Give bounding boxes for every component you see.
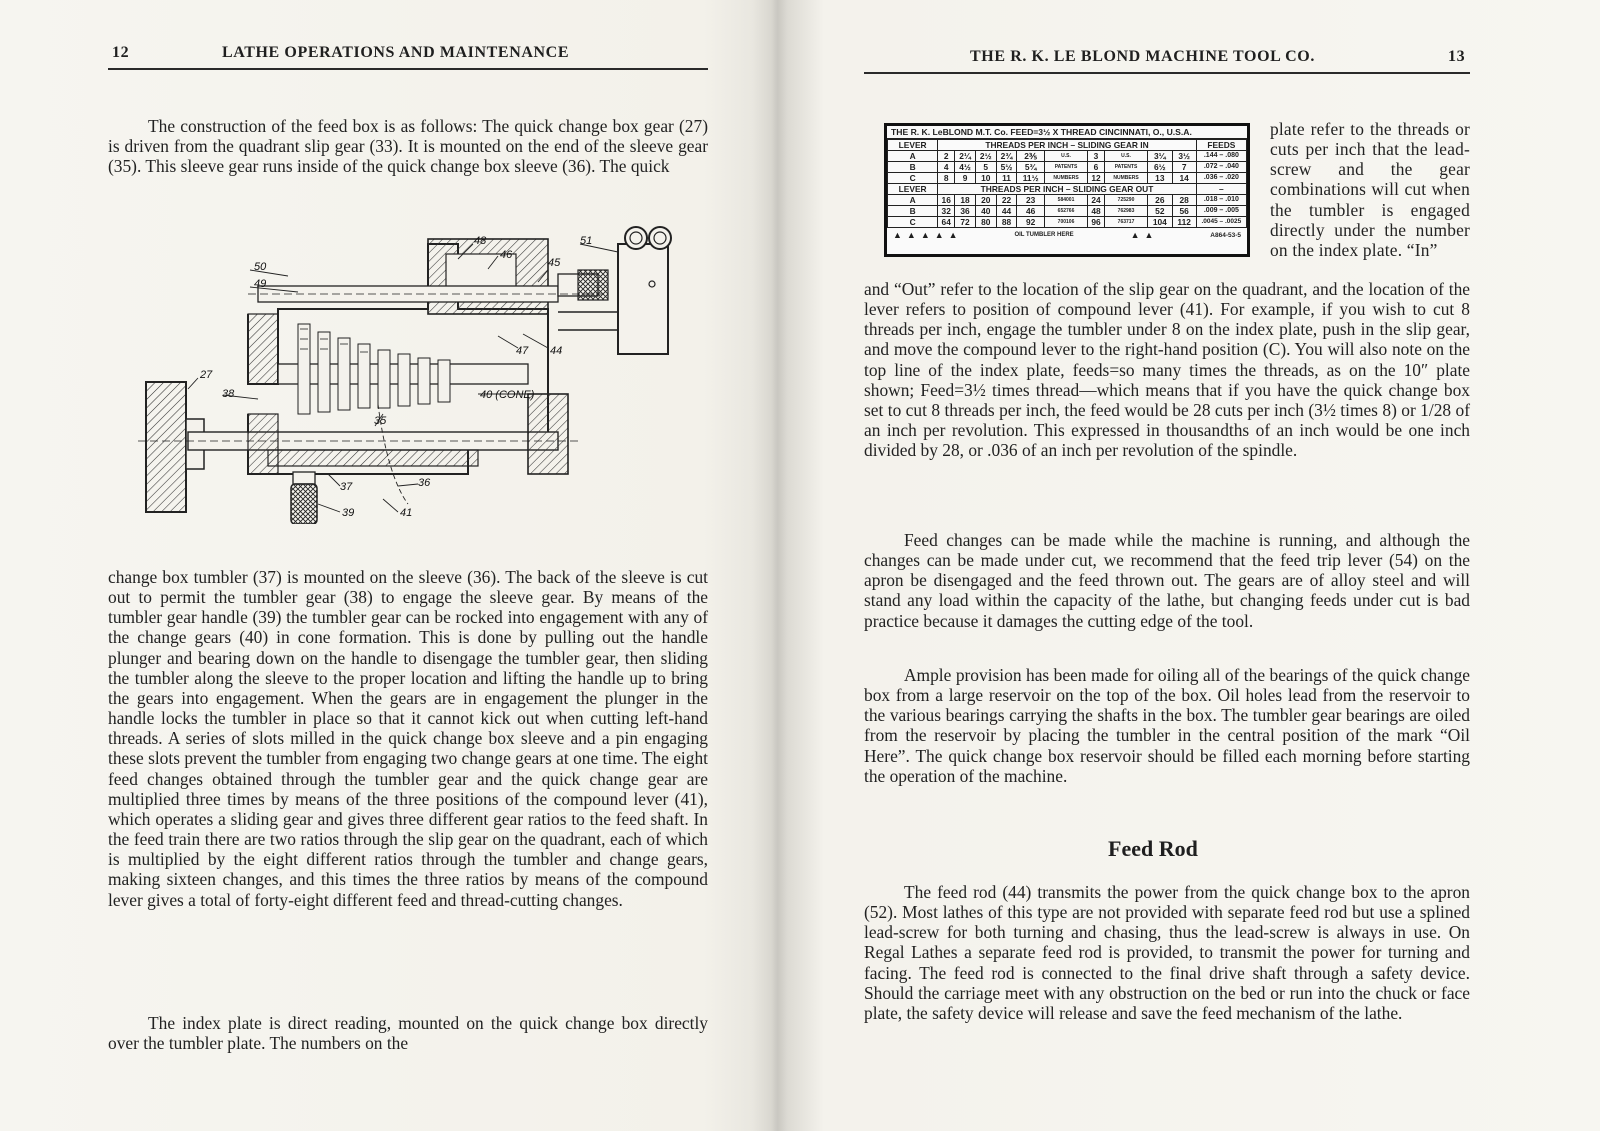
plate-part-number: A864-53-5 <box>1210 231 1241 239</box>
section-heading-feed-rod: Feed Rod <box>1108 836 1198 861</box>
feeds-header: FEEDS <box>1196 140 1246 151</box>
left-page <box>0 0 790 1131</box>
left-paragraph-3: The index plate is direct reading, mounted on the quick change box directly over the tumbler plate. The numbers on the <box>108 1013 708 1054</box>
lever-header-out: LEVER <box>888 184 938 195</box>
feed-box-cross-section-figure <box>128 214 698 524</box>
fig-label-44: 44 <box>550 345 563 357</box>
table-row: A 16 18 20 22 23 584001 24 725290 26 28 .018 – .010 <box>888 195 1247 206</box>
right-paragraph-2: Feed changes can be made while the machine is running, and although the changes can be made under cut, we recommend that the feed trip lever (54) on the apron be disengaged and the feed thrown out. The gears are of alloy steel and will stand any load within the capacity of the lathe, but changing feeds under cut is bad practice because it damages the cutting edge of the tool. <box>864 530 1470 631</box>
page-number-right: 13 <box>1448 48 1466 65</box>
fig-label-46: 46 <box>500 249 513 261</box>
index-plate-table <box>887 139 1247 228</box>
oil-tumbler-here-label: OIL TUMBLER HERE <box>1014 232 1074 238</box>
fig-label-40-cone: 40 (CONE) <box>480 389 535 401</box>
right-paragraph-3: Ample provision has been made for oiling all of the bearings of the quick change box from a large reservoir on the top of the box. Oil holes lead from the reservoir to the various bearings carrying the shafts in the box. The tumbler gear bearings are oiled from the reservoir by placing the tumbler in the central position of the mark “Oil Here”. The quick change box reservoir should be filled each morning before starting the operation of the machine. <box>864 665 1470 786</box>
right-wrap-text: plate refer to the threads or cuts per inch that the lead-screw and the gear combinations will cut when the tumbler is engaged directly under the number on the index plate. “In” <box>1270 119 1470 260</box>
header-rule-right <box>864 72 1470 74</box>
running-head-left: LATHE OPERATIONS AND MAINTENANCE <box>222 44 570 61</box>
left-paragraph-1: The construction of the feed box is as follows: The quick change box gear (27) is driven from the quadrant slip gear (33). It is mounted on the end of the sleeve gear (35). This sleeve gear runs inside of the quick change box sleeve (36). The quick <box>108 116 708 177</box>
table-row: A 2 2¼ 2½ 2¾ 2⅗ U.S. 3 U.S. 3¼ 3½ .144 – .080 <box>888 151 1247 162</box>
header-rule-left <box>108 68 708 70</box>
table-row: B 32 36 40 44 46 652766 48 762983 52 56 .009 – .005 <box>888 206 1247 217</box>
section-in-header: THREADS PER INCH – SLIDING GEAR IN <box>938 140 1197 151</box>
page-number-left: 12 <box>112 44 130 61</box>
tumbler-ticks: ▲ ▲ ▲ ▲ ▲ <box>893 230 958 240</box>
fig-label-49: 49 <box>254 278 267 290</box>
right-paragraph-1: and “Out” refer to the location of the slip gear on the quadrant, and the location of the lever refers to position of compound lever (41). For example, if you wish to cut 8 threads per inch, engage the tumbler under 8 on the index plate, push in the slip gear, and move the compound lever to the right-hand position (C). You will also note on the top line of the index plate, feeds=so many times the threads, as on the 10″ plate shown; Feed=3½ times thread—which means that if you have the quick change box set to cut 8 threads per inch, the feed would be 28 cuts per inch (3½ times 8) or 1/28 of an inch per revolution. This expressed in thousandths of an inch would be one inch divided by 28, or .036 of an inch per revolution of the spindle. <box>864 279 1470 461</box>
fig-label-51: 51 <box>580 235 593 247</box>
fig-label-45: 45 <box>548 257 561 269</box>
feeds-out-dash: – <box>1196 184 1246 195</box>
lever-header: LEVER <box>888 140 938 151</box>
table-row: C 8 9 10 11 11½ NUMBERS 12 NUMBERS 13 14 .036 – .020 <box>888 173 1247 184</box>
right-paragraph-4: The feed rod (44) transmits the power from the quick change box to the apron (52). Most lathes of this type are not provided with separate feed rod but use a splined lead-screw for both turning and chasing, thus the lead-screw is always in use. On Regal Lathes a separate feed rod is provided, to transmit the power for turning and facing. The feed rod is connected to the final drive shaft through a safety device. Should the carriage meet with any obstruction on the bed or run into the chuck or face plate, the safety device will release and save the feed mechanism of the lathe. <box>864 882 1470 1023</box>
fig-label-36: 36 <box>418 477 431 489</box>
index-plate-title: THE R. K. LeBLOND M.T. Co. FEED=3½ X THREAD CINCINNATI, O., U.S.A. <box>887 126 1247 139</box>
index-plate-footer <box>887 228 1247 242</box>
table-row: C 64 72 80 88 92 700106 96 763717 104 112 .0045 – .0025 <box>888 217 1247 228</box>
fig-label-35: 35 <box>374 415 387 427</box>
fig-label-50: 50 <box>254 261 267 273</box>
index-plate <box>884 123 1250 257</box>
fig-label-39: 39 <box>342 507 355 519</box>
fig-label-41: 41 <box>400 507 413 519</box>
fig-label-38: 38 <box>222 388 235 400</box>
fig-label-37: 37 <box>340 481 353 493</box>
fig-label-47: 47 <box>516 345 529 357</box>
fig-label-48: 48 <box>474 235 487 247</box>
fig-label-27: 27 <box>200 369 213 381</box>
tumbler-ticks-right: ▲ ▲ <box>1130 230 1154 240</box>
table-row: B 4 4½ 5 5½ 5¾ PATENTS 6 PATENTS 6½ 7 .072 – .040 <box>888 162 1247 173</box>
running-head-right: THE R. K. LE BLOND MACHINE TOOL CO. <box>970 48 1315 65</box>
section-out-header: THREADS PER INCH – SLIDING GEAR OUT <box>938 184 1197 195</box>
left-paragraph-2: change box tumbler (37) is mounted on the sleeve (36). The back of the sleeve is cut out to permit the tumbler gear (38) to engage the sleeve gear. By means of the tumbler gear handle (39) the tumbler gear can be rocked into engagement with any of the change gears (40) in cone formation. This is done by pulling out the handle plunger and bearing down on the handle to disengage the tumbler gear, then sliding the tumbler along the sleeve to the proper location and lifting the handle up to bring the gears into engagement. When the gears are in engagement the plunger in the handle locks the tumbler in place so that it cannot kick out when cutting left-hand threads. A series of slots milled in the quick change box sleeve and a pin engaging these slots prevent the tumbler from engaging two change gears at one time. The eight feed changes obtained through the tumbler gear and the quick change gear are multiplied three times by means of the three positions of the compound lever (41), which operates a sliding gear and gives three different gear ratios to the feed shaft. In the feed train there are two ratios through the slip gear on the quadrant, each of which is multiplied by the eight different ratios through the tumbler and change gears, making sixteen changes, and this times the three ratios by means of the compound lever gives a total of forty-eight different feed and thread-cutting changes. <box>108 567 708 910</box>
